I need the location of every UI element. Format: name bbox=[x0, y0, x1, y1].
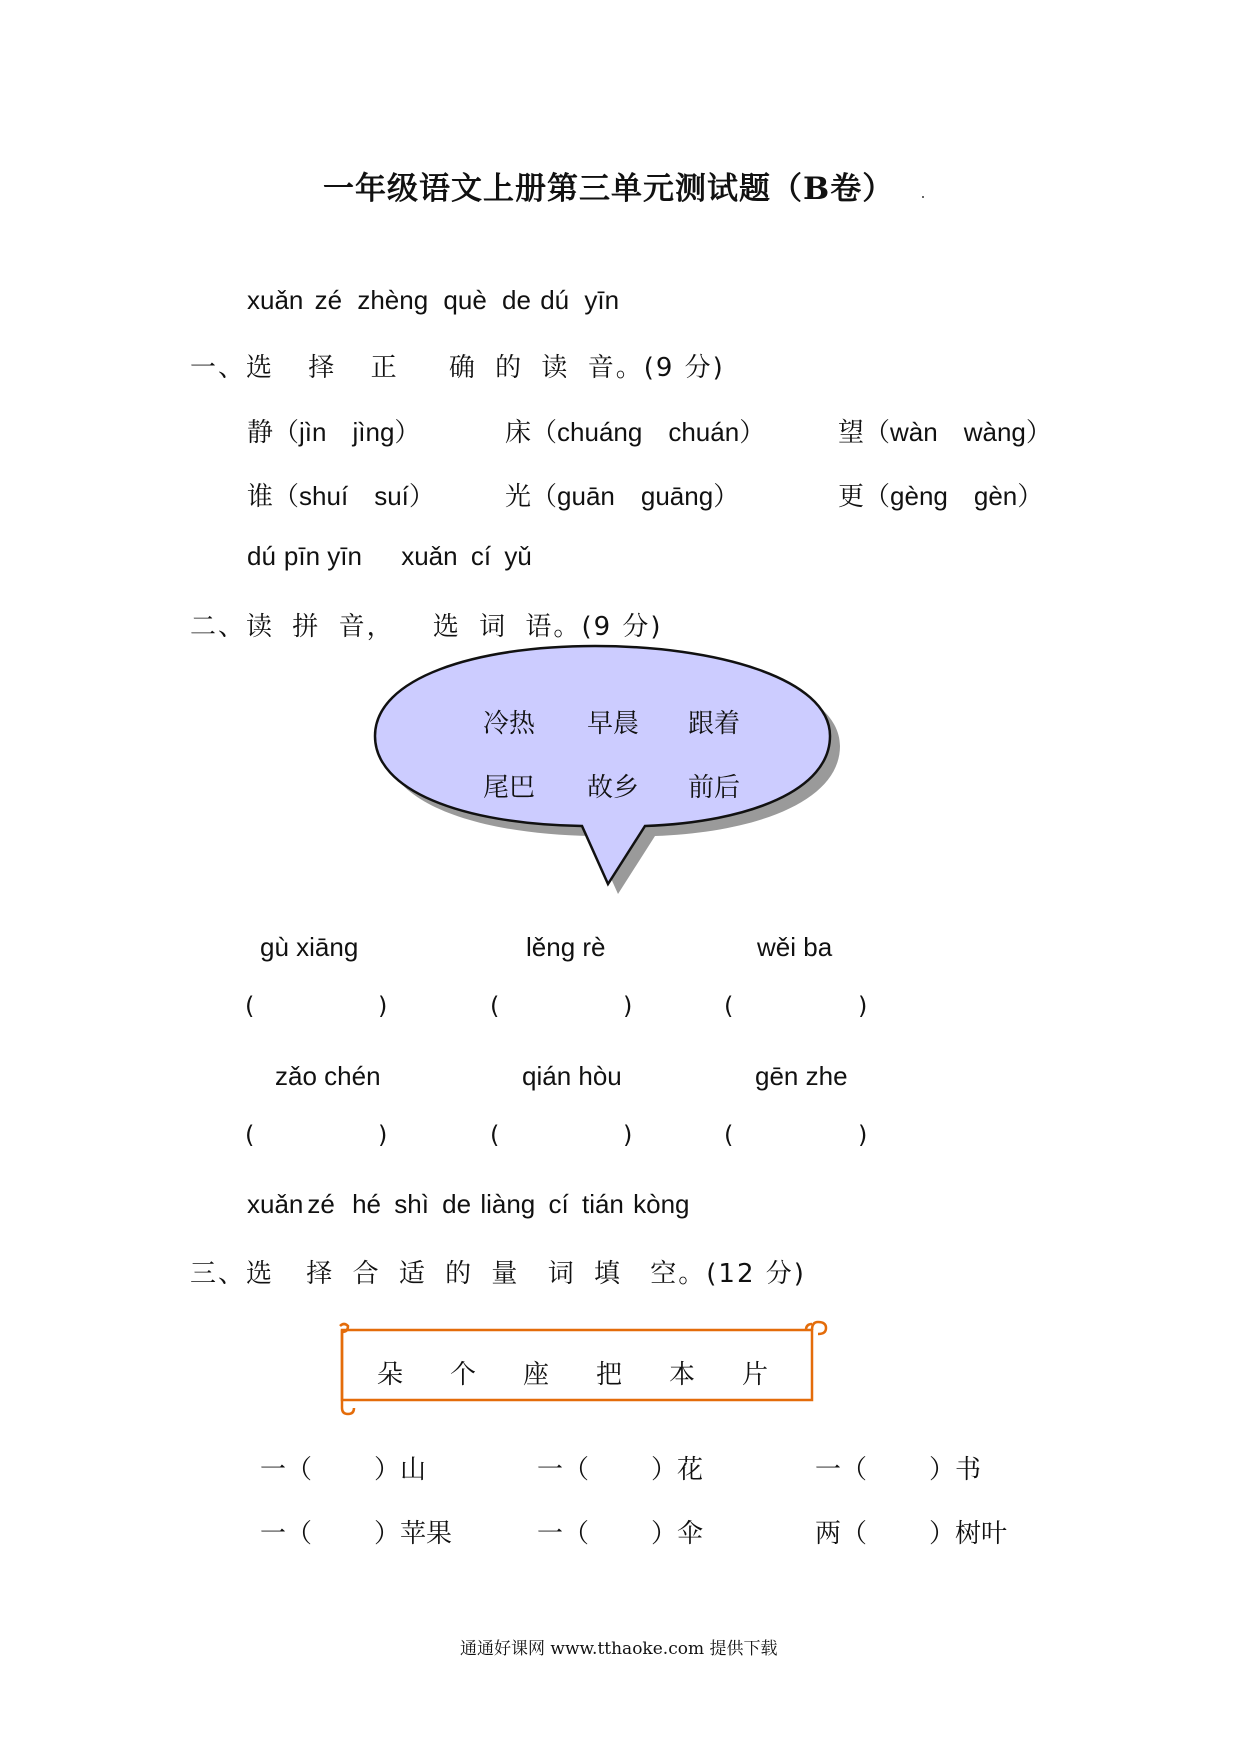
pinyin-word: què bbox=[443, 285, 487, 315]
pronunciation-item: 更（gèng gèn） bbox=[838, 481, 1044, 512]
pronunciation-item: 床（chuáng chuán） bbox=[505, 417, 766, 448]
pinyin-word: de bbox=[502, 285, 531, 315]
bubble-word: 冷热 bbox=[483, 709, 536, 739]
measure-word: 座 bbox=[523, 1360, 550, 1390]
fill-blank-item[interactable]: 一（ ）苹果 bbox=[260, 1519, 453, 1549]
page-title: 一年级语文上册第三单元测试题（B卷） bbox=[323, 171, 895, 207]
section3-heading: 三、选 择 合 适 的 量 词 填 空。(12 分) bbox=[190, 1259, 806, 1289]
footer-text: 通通好课网 www.tthaoke.com 提供下载 bbox=[460, 1639, 778, 1659]
answer-blank-open[interactable]: ( bbox=[245, 992, 255, 1020]
section1-pinyin bbox=[247, 285, 619, 316]
section2-heading: 二、读 拼 音， 选 词 语。(9 分) bbox=[190, 612, 663, 642]
section2-pinyin: dú pīn yīn xuǎn cí yǔ bbox=[247, 541, 532, 571]
answer-blank-open[interactable]: ( bbox=[490, 992, 500, 1020]
measure-word: 把 bbox=[596, 1360, 623, 1390]
answer-blank-close: ) bbox=[858, 992, 868, 1020]
fill-blank-item[interactable]: 一（ ）书 bbox=[815, 1455, 982, 1485]
pinyin-word: zǎo chén bbox=[275, 1061, 381, 1091]
fill-blank-item[interactable]: 一（ ）花 bbox=[537, 1455, 704, 1485]
bubble-word: 故乡 bbox=[587, 773, 640, 803]
answer-blank-close: ) bbox=[858, 1121, 868, 1149]
answer-blank-open[interactable]: ( bbox=[490, 1121, 500, 1149]
fill-blank-item[interactable]: 一（ ）伞 bbox=[537, 1519, 704, 1549]
pinyin-word: yīn bbox=[584, 285, 620, 315]
title-dot bbox=[922, 196, 924, 198]
answer-blank-open[interactable]: ( bbox=[245, 1121, 255, 1149]
pinyin-word: gù xiāng bbox=[260, 932, 359, 962]
pronunciation-item: 望（wàn wàng） bbox=[838, 417, 1052, 448]
section1-heading: 一、选 择 正 确 的 读 音。(9 分) bbox=[190, 353, 725, 383]
bubble-word: 跟着 bbox=[688, 709, 741, 739]
measure-word: 本 bbox=[669, 1360, 696, 1390]
section3-pinyin: xuǎn zé hé shì de liàng cí tián kòng bbox=[247, 1189, 690, 1219]
answer-blank-close: ) bbox=[378, 1121, 388, 1149]
measure-word: 朵 bbox=[377, 1360, 404, 1390]
measure-word: 片 bbox=[742, 1360, 769, 1390]
pinyin-word: xuǎn bbox=[247, 285, 304, 315]
pronunciation-item: 谁（shuí suí） bbox=[247, 481, 435, 512]
pinyin-word: dú bbox=[540, 285, 570, 315]
answer-blank-close: ) bbox=[378, 992, 388, 1020]
measure-word: 个 bbox=[450, 1360, 477, 1390]
answer-blank-open[interactable]: ( bbox=[724, 992, 734, 1020]
answer-blank-close: ) bbox=[623, 992, 633, 1020]
pinyin-word: gēn zhe bbox=[755, 1061, 848, 1091]
answer-blank-close: ) bbox=[623, 1121, 633, 1149]
fill-blank-item[interactable]: 两（ ）树叶 bbox=[815, 1519, 1008, 1549]
pronunciation-item: 静（jìn jìng） bbox=[247, 417, 421, 448]
pinyin-word: zhèng bbox=[357, 285, 429, 315]
bubble-word: 尾巴 bbox=[483, 773, 536, 803]
answer-blank-open[interactable]: ( bbox=[724, 1121, 734, 1149]
pinyin-word: zé bbox=[314, 285, 343, 315]
bubble-word: 前后 bbox=[688, 773, 741, 803]
pinyin-word: qián hòu bbox=[522, 1061, 622, 1091]
pronunciation-item: 光（guān guāng） bbox=[505, 481, 740, 512]
pinyin-word: wěi ba bbox=[757, 932, 833, 962]
fill-blank-item[interactable]: 一（ ）山 bbox=[260, 1455, 427, 1485]
pinyin-word: lěng rè bbox=[526, 932, 606, 962]
bubble-word: 早晨 bbox=[587, 709, 640, 739]
